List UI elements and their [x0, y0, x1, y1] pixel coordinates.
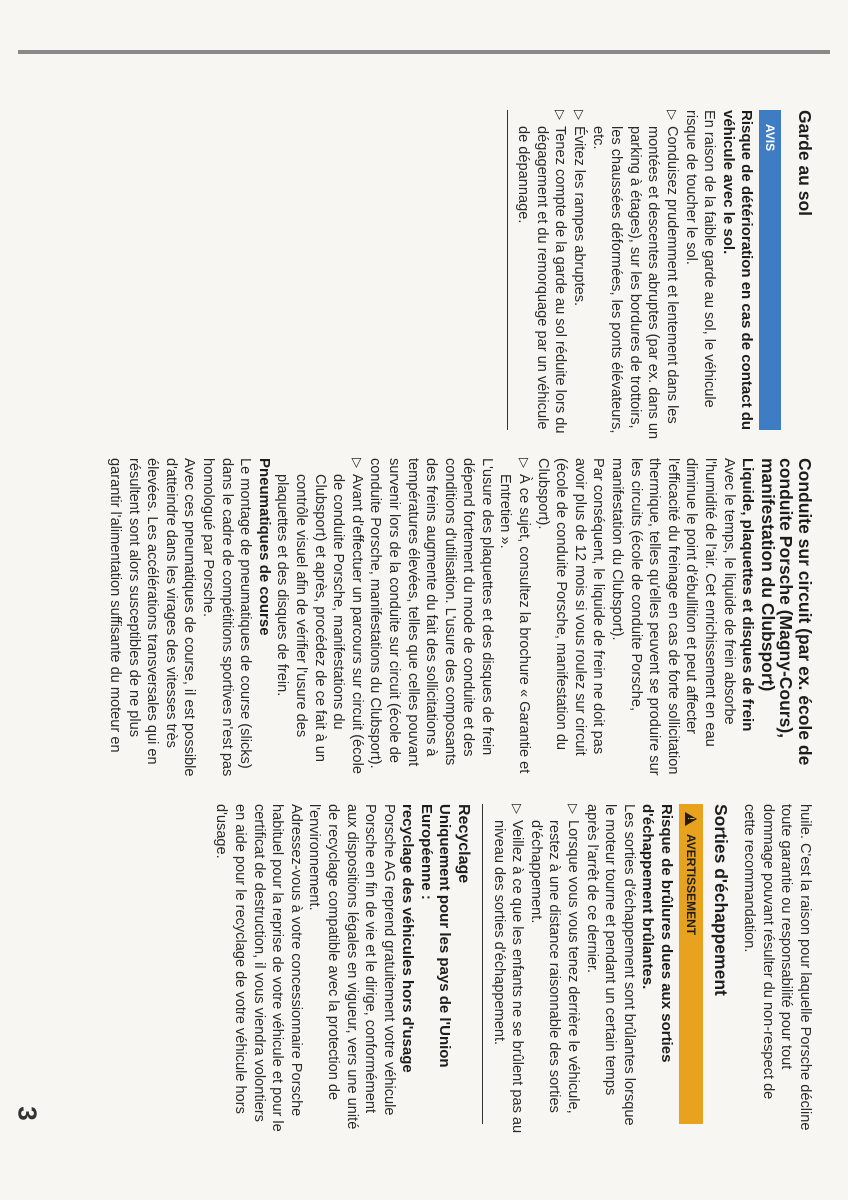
bullet-item — [569, 110, 588, 440]
triangle-marker-icon: ▷ — [517, 458, 533, 468]
bullet-text: Tenez compte de la garde au sol réduite lors du dégagement et du remorquage par un véhicule de dépannage. — [515, 126, 569, 434]
paragraph: L'usure des plaquettes et des disques de frein dépend fortement du mode de conduite et des conditions d'utilisation. L'usure des composants des freins augmente du fait des sollicitations à températures élevées, telles que celles pouvant survenir lors de la conduite sur circuit (école de conduite Porsche, manifestations du Clubsport). — [367, 458, 495, 769]
section-heading-ground-clearance: Garde au sol — [795, 110, 815, 217]
paragraph: Adressez-vous à votre concessionnaire Porsche habituel pour la reprise de votre véhicule et pour le certificat de destruction, il vous viendra volontiers en aide pour le recyclage de votre véhicule hors d'usage. — [213, 804, 304, 1132]
bullet-item — [496, 458, 533, 788]
warning-risk-title: Risque de brûlures dues aux sorties d'échappement brûlantes. — [639, 804, 676, 1063]
triangle-marker-icon: ▷ — [553, 110, 569, 120]
rotated-page-content — [74, 110, 814, 1170]
column-1 — [74, 110, 814, 440]
section-heading-circuit: Conduite sur circuit (par ex. école de conduite Porsche (Magny-Cours), manifestation du Clubsport) — [757, 458, 815, 766]
section-heading-exhaust: Sorties d'échappement — [710, 804, 731, 996]
notice-banner: AVIS — [759, 110, 781, 430]
paragraph: Avec le temps, le liquide de frein absorbe l'humidité de l'air. Cet enrichissement en eau diminue le point d'ébullition et peut affecter l'efficacité du freinage en cas de forte sollicitation thermique, telles qu'elles peuvent se produire sur les circuits (école de conduite Porsche, manifestation du Clubsport). — [609, 458, 737, 776]
section-heading-recycling: Recyclage — [455, 804, 473, 884]
warning-label: AVERTISSEMENT — [684, 834, 699, 936]
warning-end-rule — [482, 804, 483, 1124]
paragraph: Les sorties d'échappement sont brûlantes lorsque le moteur tourne et pendant un certain temps après l'arrêt de ce dernier. — [583, 804, 637, 1126]
top-rule — [18, 50, 830, 54]
bullet-text: Évitez les rampes abruptes. — [571, 126, 588, 307]
bullet-text: Conduisez prudemment et lentement dans les montées et descentes abruptes (par ex. dans un parking à étages), sur les bordures de trottoirs, les chaussées déformées, les ponts élévateurs, etc. — [589, 126, 681, 440]
subheading-race-tyres: Pneumatiques de course — [255, 458, 273, 636]
bullet-item — [588, 110, 681, 440]
paragraph: Le montage de pneumatiques de course (slicks) dans le cadre de compétitions sportives n'est pas homologué par Porsche. — [200, 458, 254, 777]
bullet-text: Lorsque vous vous tenez derrière le véhicule, restez à une distance raisonnable des sorties d'échappement. — [527, 820, 582, 1114]
notice-risk-title: Risque de détérioration en cas de contact du véhicule avec le sol. — [719, 110, 756, 431]
bullet-item — [489, 804, 526, 1134]
page-number: 3 — [12, 1106, 43, 1121]
subheading-brake: Liquide, plaquettes et disques de frein — [739, 458, 757, 732]
paragraph: Avec ces pneumatiques de course, il est possible d'atteindre dans les virages des vitesses très élevées. Les accélérations transversales qui en résultent sont alors susceptibles de ne plus garantir l'alimentation suffisante du moteur en — [107, 458, 198, 777]
paragraph: Par conséquent, le liquide de frein ne doit pas avoir plus de 12 mois si vous roulez sur circuit (école de conduite Porsche, manifestation du Clubsport). — [534, 458, 607, 756]
column-2 — [74, 458, 814, 788]
column-3 — [74, 804, 814, 1134]
bullet-text: À ce sujet, consultez la brochure « Garantie et Entretien ». — [497, 474, 533, 774]
paragraph-continued: huile. C'est la raison pour laquelle Porsche décline toute garantie ou responsabilité pour tout dommage pouvant résulter du non-respect de cette recommandation. — [741, 804, 813, 1131]
bullet-item — [273, 458, 366, 788]
bullet-text: Veillez à ce que les enfants ne se brûlent pas au niveau des sorties d'échappement. — [490, 820, 526, 1134]
bullet-text: Avant d'effectuer un parcours sur circuit (école de conduite Porsche, manifestations du Clubsport) et après, procédez de ce fait à un contrôle visuel afin de vérifier l'usure des plaquettes et des disques de frein. — [274, 474, 365, 774]
notice-intro: En raison de la faible garde au sol, le véhicule risque de toucher le sol. — [682, 110, 718, 408]
bullet-item — [514, 110, 570, 440]
paragraph: Porsche AG reprend gratuitement votre véhicule Porsche en fin de vie et le dirige, conformément aux dispositions légales en vigueur, vers une unité de recyclage compatible avec la protection de l'environnement. — [306, 804, 397, 1130]
warning-icon — [685, 812, 697, 826]
triangle-marker-icon: ▷ — [572, 110, 588, 120]
warning-banner — [679, 804, 703, 1124]
triangle-marker-icon: ▷ — [665, 110, 681, 120]
triangle-marker-icon: ▷ — [566, 804, 582, 814]
subheading-eu: Uniquement pour les pays de l'Union Européenne : — [417, 804, 454, 1068]
subheading-end-of-life: recyclage des véhicules hors d'usage — [399, 804, 417, 1073]
triangle-marker-icon: ▷ — [349, 458, 365, 468]
notice-end-rule — [507, 110, 508, 430]
triangle-marker-icon: ▷ — [510, 804, 526, 814]
bullet-item — [526, 804, 582, 1134]
